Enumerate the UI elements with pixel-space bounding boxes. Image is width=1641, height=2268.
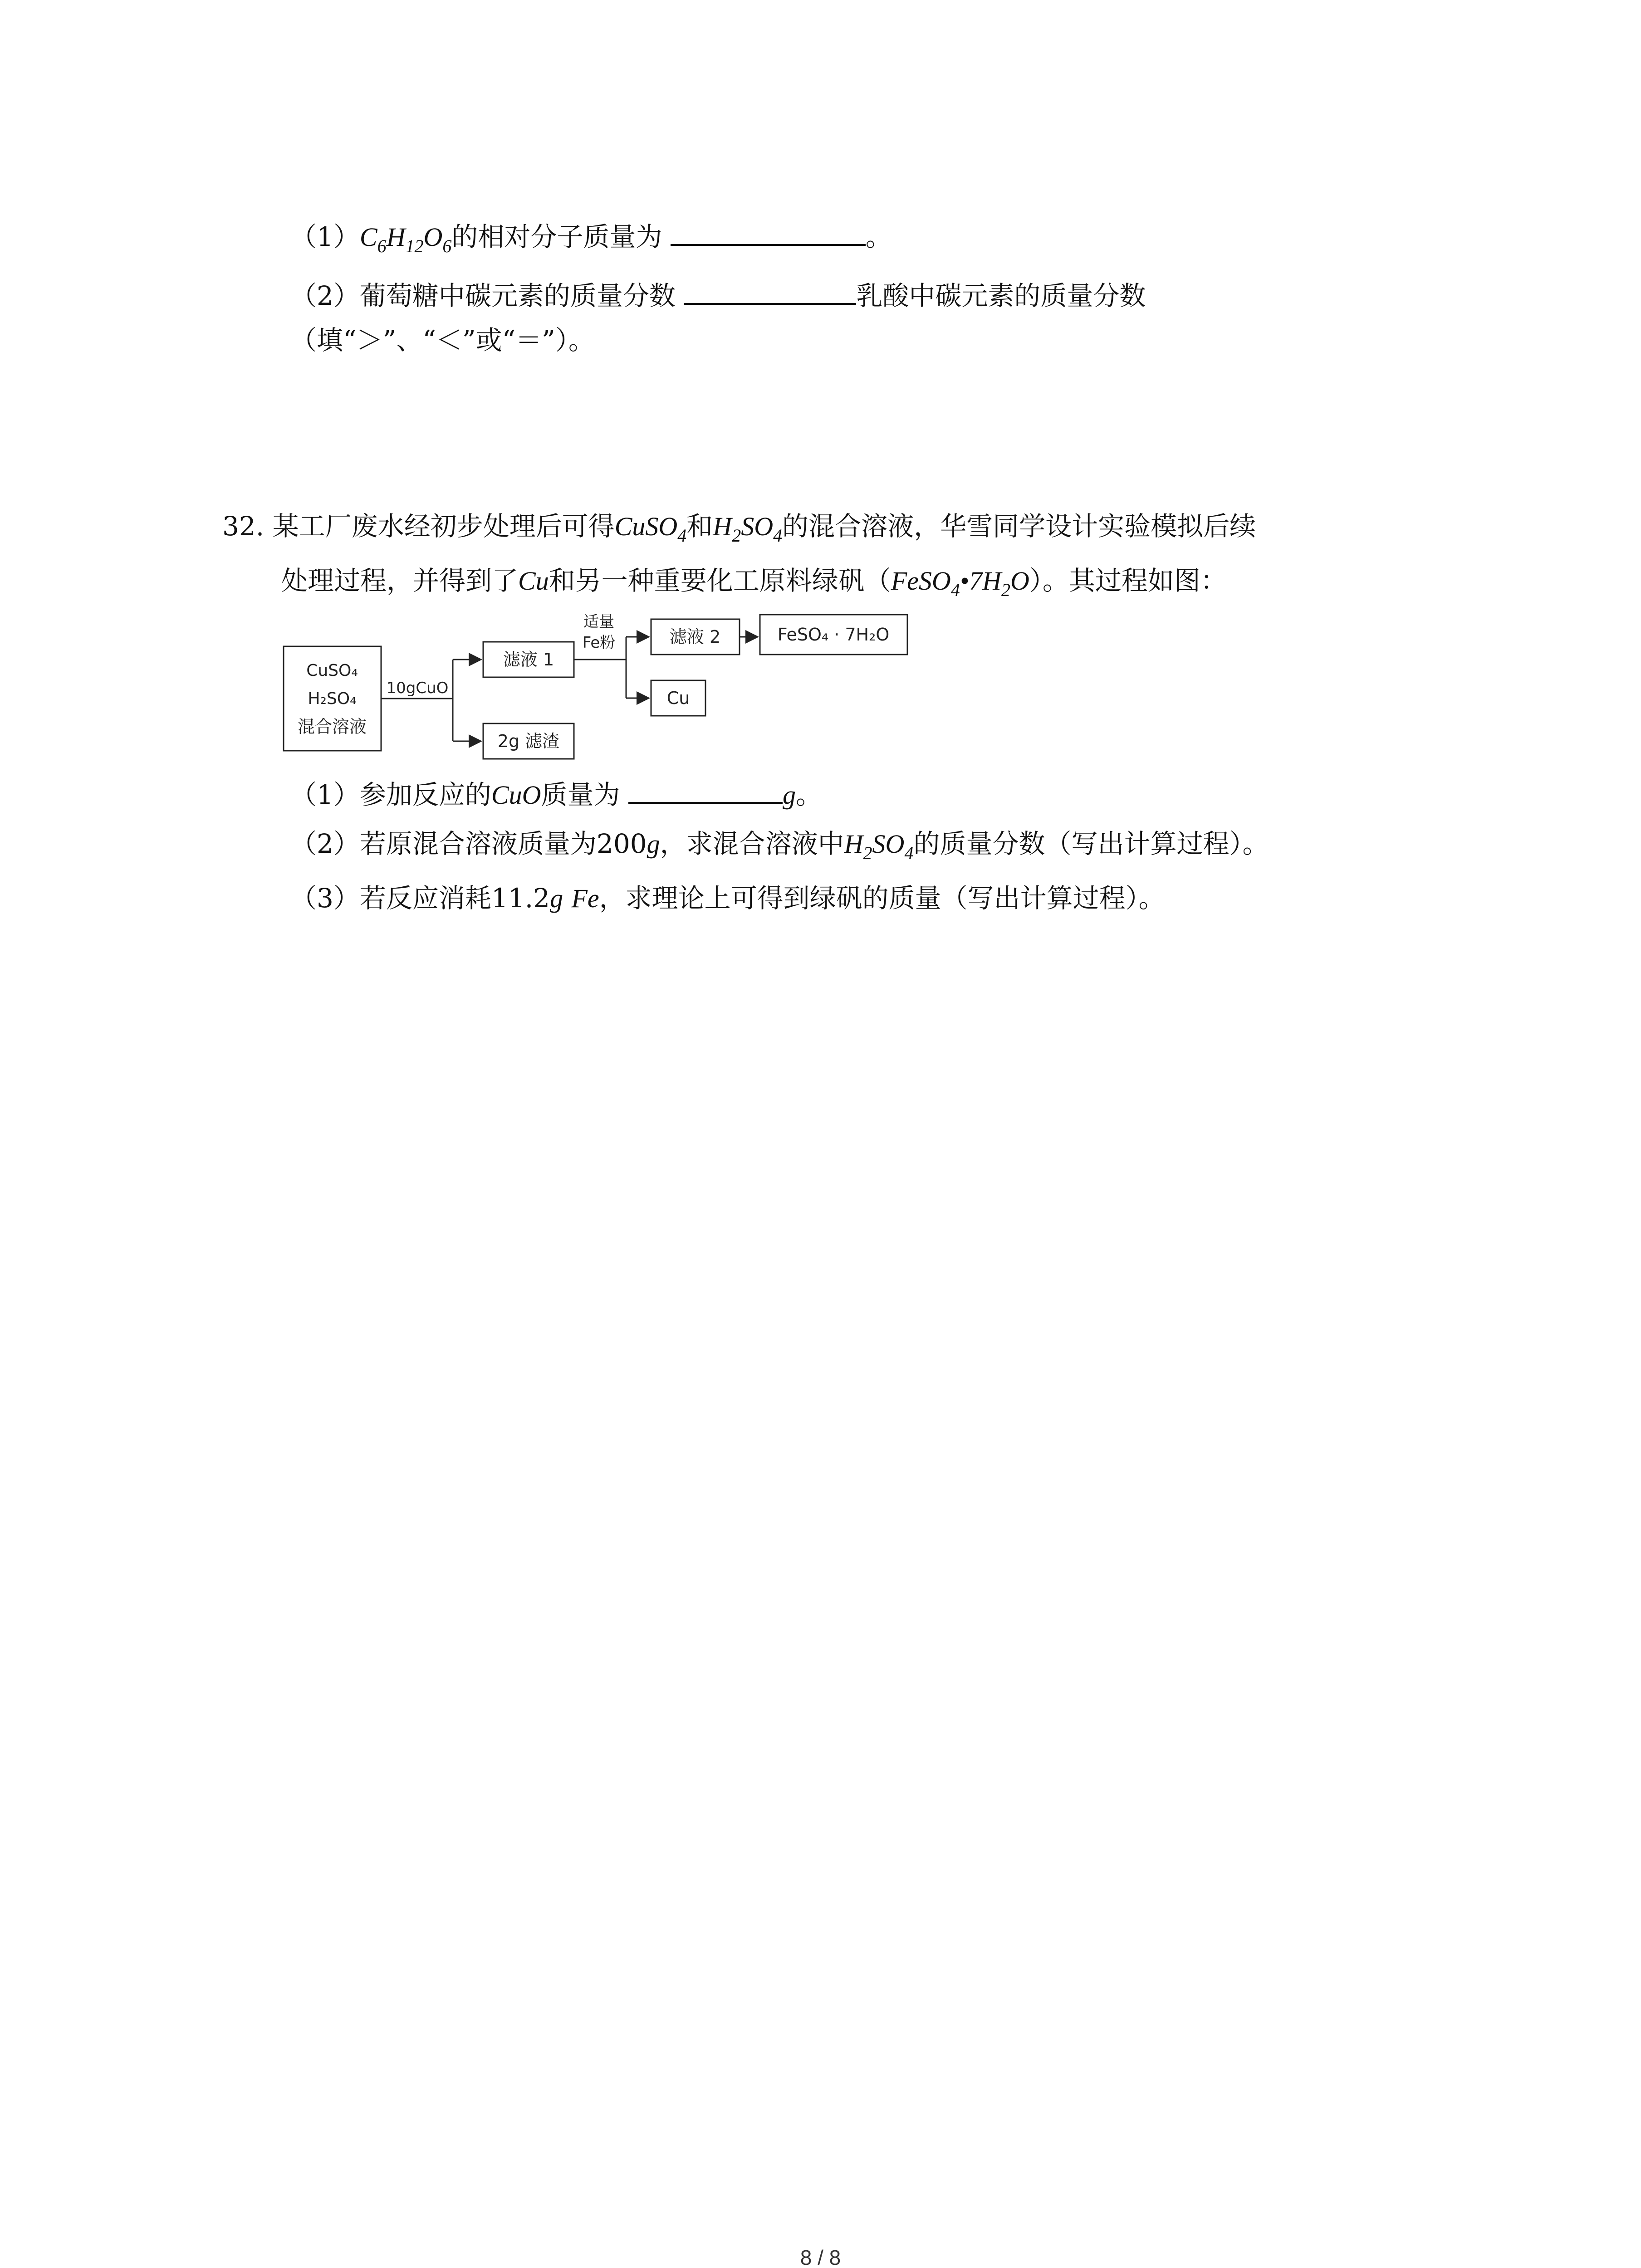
cuo-formula: CuO [491,780,541,810]
h2so4-formula: $H_2SO_4$ [713,512,783,546]
page-number: 8 / 8 [800,2246,841,2268]
answer-blank-q32-1[interactable] [628,776,783,804]
q32-part3: （3）若反应消耗11.2g Fe，求理论上可得到绿矾的质量（写出计算过程）。 [290,883,1165,914]
fe-mass-value: 11.2 [491,883,550,914]
glucose-formula: $C_6H_{12}O_6$ [359,222,452,256]
start-line3: 混合溶液 [297,717,367,737]
q31-part2-label: （2） [290,280,360,311]
feso4-formula: $FeSO_4•7H_2O$ [891,566,1029,600]
feso4-label: FeSO₄ · 7H₂O [777,625,890,645]
q32-stem-line1: 32. 某工厂废水经初步处理后可得CuSO$_4$和$H_2SO_4$的混合溶液，华雪同学设计实验模拟后续 [222,511,1256,546]
q31-part1-label: （1） [290,221,360,252]
q32-part3-label: （3） [290,883,360,914]
process-flow-diagram [281,603,912,771]
q32-number: 32. [222,511,265,542]
q31-part2: （2）葡萄糖中碳元素的质量分数 乳酸中碳元素的质量分数 [290,277,1146,314]
h2so4-formula-2: $H_2SO_4$ [844,829,914,863]
answer-blank-q31-2[interactable] [684,277,856,305]
start-line1: CuSO₄ [306,661,358,680]
q31-part1: $(1)C_6H_{12}O_6$的相对分子质量为 。 [290,218,892,255]
residue-label: 2g 滤渣 [497,731,560,751]
start-line2: H₂SO₄ [308,689,357,708]
cu-label: Cu [666,688,690,708]
fe-symbol: Fe [571,884,599,913]
q32-stem-line2: 处理过程，并得到了Cu和另一种重要化工原料绿矾$(FeSO_4•7H_2O)$。其过程如图： [281,565,1227,600]
q31-part2-hint: （填“＞”、“＜”或“＝”）。 [290,325,595,356]
answer-blank-q31-1[interactable] [671,218,866,246]
filtrate2-label: 滤液 2 [669,627,721,647]
q32-part2-label: （2） [290,828,360,859]
q32-part1-label: （1） [290,779,360,810]
filtrate1-label: 滤液 1 [503,650,554,670]
cuso4-formula: CuSO$_4$ [614,512,687,546]
reagent2-line2: Fe粉 [582,634,616,652]
reagent1-label: 10gCuO [386,679,449,697]
reagent2-line1: 适量 [583,613,614,631]
mass-value: 200 [596,828,647,859]
q32-part2: （2）若原混合溶液质量为200g，求混合溶液中$H_2SO_4$的质量分数（写出计算过程）。 [290,828,1269,863]
cu-symbol: Cu [518,566,549,596]
q32-part1: （1）参加反应的CuO质量为 g。 [290,776,822,813]
